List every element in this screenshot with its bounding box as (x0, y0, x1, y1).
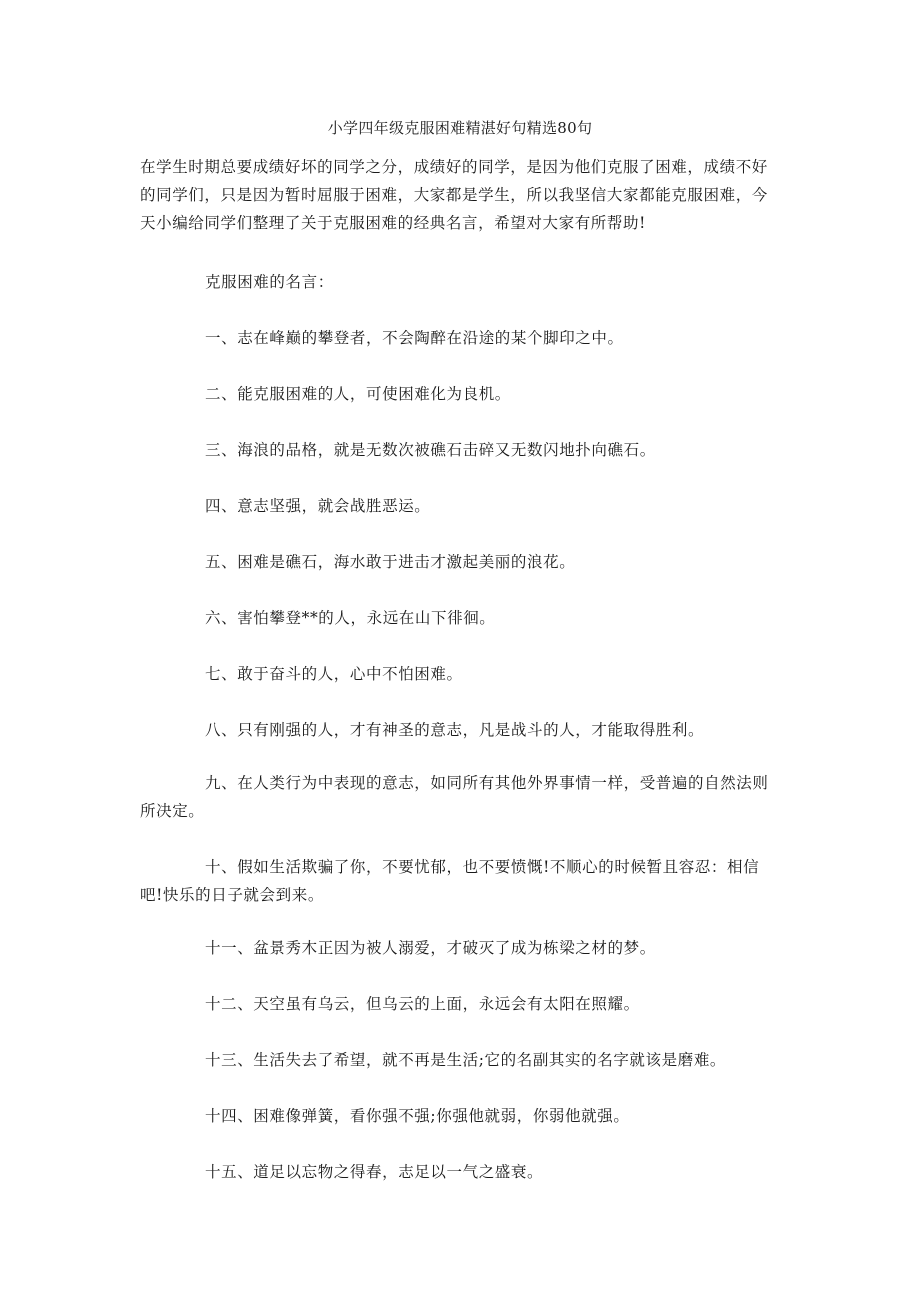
intro-paragraph: 在学生时期总要成绩好坏的同学之分，成绩好的同学，是因为他们克服了困难，成绩不好的同学们，只是因为暂时屈服于困难，大家都是学生，所以我坚信大家都能克服困难，今天小编给同学们整理了关于克服困难的经典名言，希望对大家有所帮助! (140, 158, 768, 232)
quote-item: 一、志在峰巅的攀登者，不会陶醉在沿途的某个脚印之中。 (205, 329, 624, 347)
quote-item: 十一、盆景秀木正因为被人溺爱，才破灭了成为栋梁之材的梦。 (205, 939, 656, 957)
quote-item: 三、海浪的品格，就是无数次被礁石击碎又无数闪地扑向礁石。 (205, 441, 656, 459)
quote-item: 八、只有刚强的人，才有神圣的意志，凡是战斗的人，才能取得胜利。 (205, 721, 705, 739)
quote-item: 六、害怕攀登**的人，永远在山下徘徊。 (205, 609, 496, 627)
quote-item: 五、困难是礁石，海水敢于进击才激起美丽的浪花。 (205, 553, 576, 571)
quote-item: 四、意志坚强，就会战胜恶运。 (205, 497, 431, 515)
section-heading: 克服困难的名言： (205, 273, 334, 291)
quote-item: 十三、生活失去了希望，就不再是生活;它的名副其实的名字就该是磨难。 (205, 1051, 727, 1069)
quote-item: 十、假如生活欺骗了你，不要忧郁，也不要愤慨!不顺心的时候暂且容忍：相信吧!快乐的日子就会到来。 (140, 858, 760, 904)
quote-item: 十四、困难像弹簧，看你强不强;你强他就弱，你弱他就强。 (205, 1107, 630, 1125)
document-title: 小学四年级克服困难精湛好句精选80句 (327, 119, 593, 137)
quote-item: 二、能克服困难的人，可使困难化为良机。 (205, 385, 511, 403)
quote-item: 十五、道足以忘物之得春，志足以一气之盛衰。 (205, 1163, 544, 1181)
quote-item: 九、在人类行为中表现的意志，如同所有其他外界事情一样，受普遍的自然法则所决定。 (140, 774, 769, 820)
quote-item: 十二、天空虽有乌云，但乌云的上面，永远会有太阳在照耀。 (205, 995, 640, 1013)
quote-item: 七、敢于奋斗的人，心中不怕困难。 (205, 665, 463, 683)
